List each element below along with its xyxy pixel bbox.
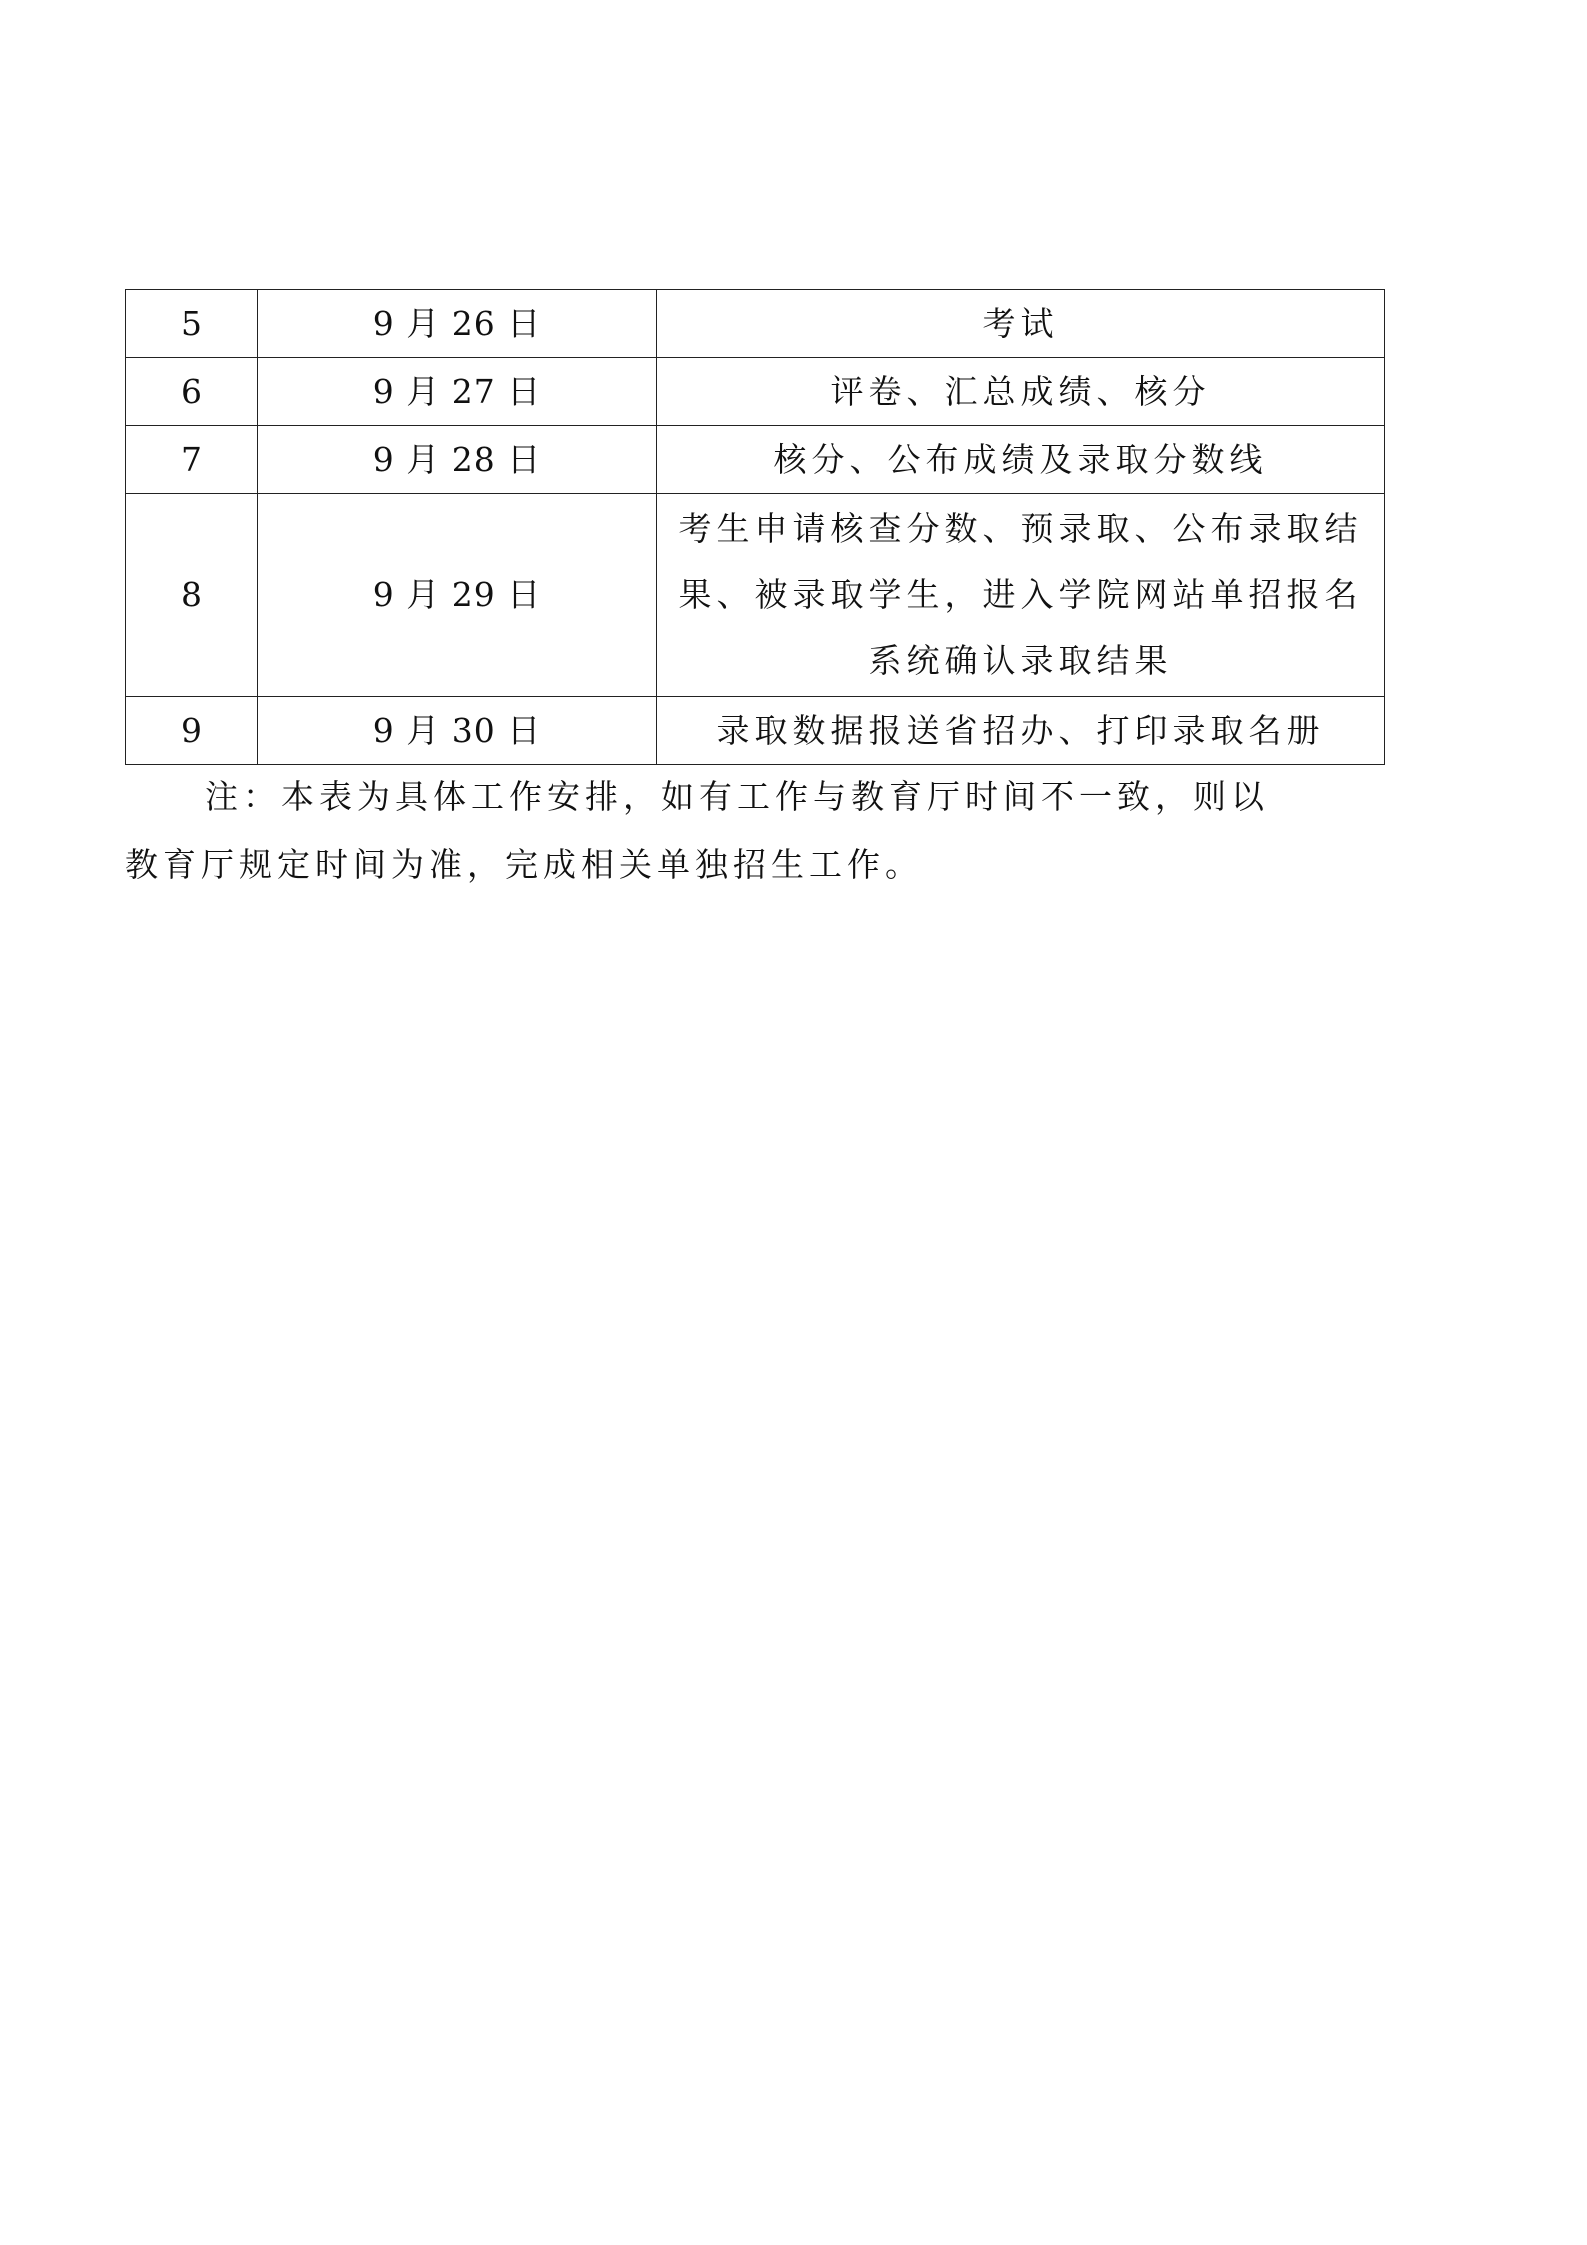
- row-date: 9 月 26 日: [258, 290, 657, 358]
- schedule-table: [125, 289, 1385, 765]
- row-task: 考试: [657, 290, 1385, 358]
- table-row: [126, 494, 1385, 697]
- table-row: [126, 426, 1385, 494]
- row-date: 9 月 30 日: [258, 697, 657, 765]
- row-task: 录取数据报送省招办、打印录取名册: [657, 697, 1385, 765]
- footnote-line-1: 注：本表为具体工作安排，如有工作与教育厅时间不一致，则以: [205, 777, 1269, 816]
- row-task: 评卷、汇总成绩、核分: [657, 358, 1385, 426]
- row-date: 9 月 27 日: [258, 358, 657, 426]
- table-footnote: [125, 763, 1365, 899]
- footnote-line-2: 教育厅规定时间为准，完成相关单独招生工作。: [125, 845, 923, 884]
- row-number: 6: [126, 358, 258, 426]
- row-task: 考生申请核查分数、预录取、公布录取结果、被录取学生，进入学院网站单招报名系统确认录取结果: [657, 494, 1385, 697]
- table-row: [126, 290, 1385, 358]
- row-number: 7: [126, 426, 258, 494]
- row-date: 9 月 29 日: [258, 494, 657, 697]
- row-number: 8: [126, 494, 258, 697]
- row-number: 5: [126, 290, 258, 358]
- row-number: 9: [126, 697, 258, 765]
- table-row: [126, 358, 1385, 426]
- row-date: 9 月 28 日: [258, 426, 657, 494]
- table-row: [126, 697, 1385, 765]
- row-task: 核分、公布成绩及录取分数线: [657, 426, 1385, 494]
